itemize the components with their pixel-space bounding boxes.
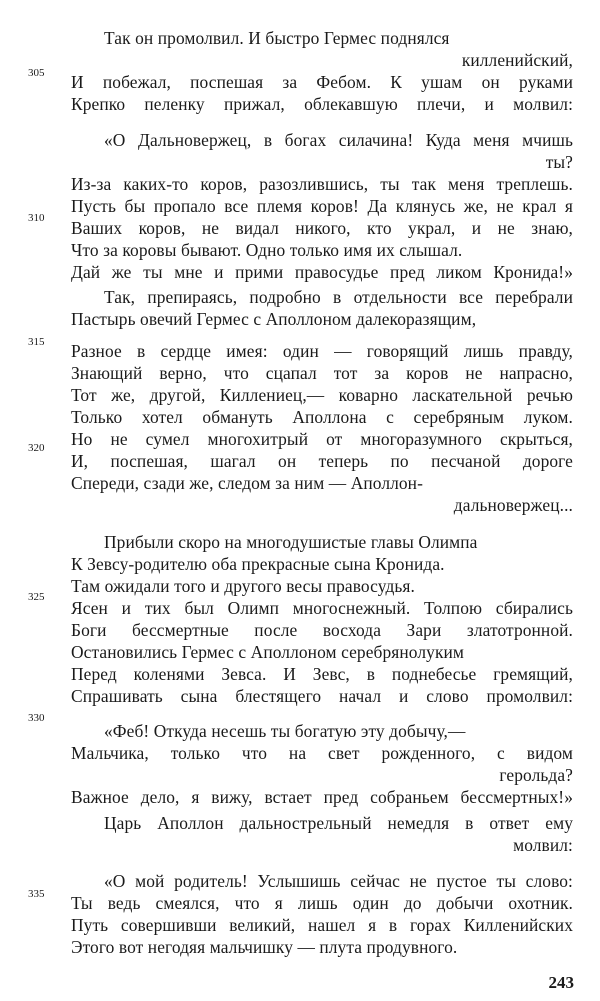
verse-line: И побежал, поспешая за Фебом. К ушам он руками — [71, 72, 573, 92]
line-number: 310 — [28, 212, 45, 224]
verse-line-continuation: ты? — [545, 152, 573, 172]
verse-line: Ты ведь смеялся, что я лишь один до добычи охотник. — [71, 893, 573, 913]
verse-line: Остановились Гермес с Аполлоном серебрянолуким — [71, 642, 465, 662]
verse-line: Дай же ты мне и прими правосудье пред ликом Кронида!» — [71, 262, 573, 282]
verse-line: К Зевсу-родителю оба прекрасные сына Кронида. — [71, 554, 445, 574]
verse-line-continuation: герольда? — [499, 765, 573, 785]
verse-line: Так он промолвил. И быстро Гермес поднялся — [104, 28, 450, 48]
line-number: 325 — [28, 591, 45, 603]
verse-line-continuation: килленийский, — [461, 50, 573, 70]
verse-line: Но не сумел многохитрый от многоразумного скрыться, — [71, 429, 573, 449]
verse-line: Там ожидали того и другого весы правосудья. — [71, 576, 415, 596]
verse-line: «Феб! Откуда несешь ты богатую эту добычу,— — [104, 721, 466, 741]
verse-line: Пусть бы пропало все племя коров! Да клянусь же, не крал я — [71, 196, 573, 216]
verse-line: Разное в сердце имея: один — говорящий лишь правду, — [71, 341, 573, 361]
line-number: 335 — [28, 888, 45, 900]
verse-line: Знающий верно, что сцапал тот за коров не напрасно, — [71, 363, 573, 383]
verse-line: «О Дальновержец, в богах силачина! Куда меня мчишь — [104, 130, 573, 150]
verse-line: И, поспешая, шагал он теперь по песчаной дороге — [71, 451, 573, 471]
verse-line: Только хотел обмануть Аполлона с серебряным луком. — [71, 407, 573, 427]
verse-line: Царь Аполлон дальнострельный немедля в ответ ему — [104, 813, 573, 833]
verse-line-continuation: дальновержец... — [453, 495, 573, 515]
line-number: 315 — [28, 336, 45, 348]
verse-line: Из-за каких-то коров, разозлившись, ты так меня треплешь. — [71, 174, 573, 194]
verse-line: Важное дело, я вижу, встает пред собраньем бессмертных!» — [71, 787, 573, 807]
verse-line: «О мой родитель! Услышишь сейчас не пустое ты слово: — [104, 871, 573, 891]
verse-line: Тот же, другой, Киллениец,— коварно ласкательной речью — [71, 385, 573, 405]
verse-line: Перед коленями Зевса. И Зевс, в поднебесье гремящий, — [71, 664, 573, 684]
verse-line: Так, препираясь, подробно в отдельности все перебрали — [104, 287, 573, 307]
verse-line: Боги бессмертные после восхода Зари златотронной. — [71, 620, 573, 640]
verse-line: Ясен и тих был Олимп многоснежный. Толпою сбирались — [71, 598, 573, 618]
verse-line: Этого вот негодяя мальчишку — плута продувного. — [71, 937, 458, 957]
page-number: 243 — [548, 973, 574, 992]
verse-line: Мальчика, только что на свет рожденного, с видом — [71, 743, 573, 763]
verse-line: Спереди, сзади же, следом за ним — Аполлон- — [71, 473, 423, 493]
line-number: 320 — [28, 442, 45, 454]
verse-line: Пастырь овечий Гермес с Аполлоном далекоразящим, — [71, 309, 477, 329]
verse-line: Путь совершивши великий, нашел я в горах Килленийских — [71, 915, 573, 935]
verse-line-continuation: молвил: — [513, 835, 573, 855]
line-number: 305 — [28, 67, 45, 79]
verse-line: Прибыли скоро на многодушистые главы Олимпа — [104, 532, 478, 552]
verse-line: Ваших коров, не видал никого, кто украл, и не знаю, — [71, 218, 573, 238]
line-number: 330 — [28, 712, 45, 724]
verse-line: Что за коровы бывают. Одно только имя их слышал. — [71, 240, 463, 260]
verse-line: Крепко пеленку прижал, облекавшую плечи, и молвил: — [71, 94, 573, 114]
verse-line: Спрашивать сына блестящего начал и слово промолвил: — [71, 686, 573, 706]
